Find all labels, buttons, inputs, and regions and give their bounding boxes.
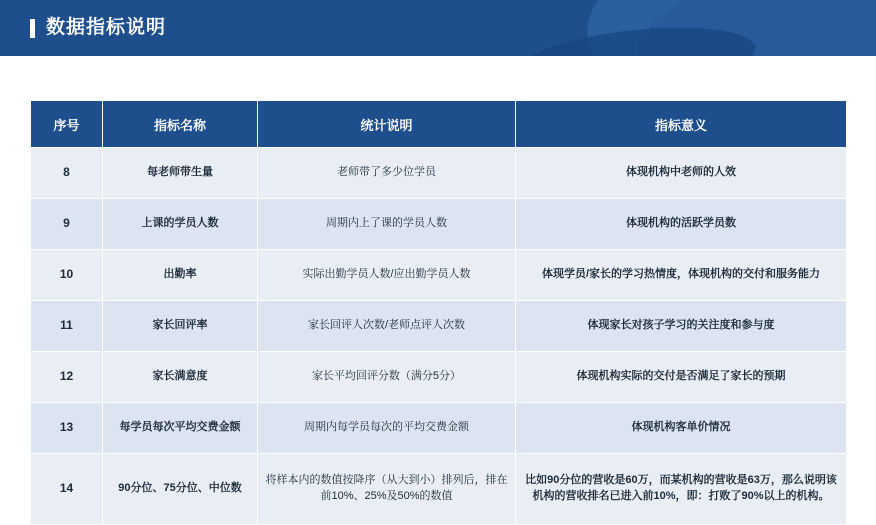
cell-meaning: 体现机构实际的交付是否满足了家长的预期 xyxy=(516,352,847,403)
cell-no: 13 xyxy=(31,403,103,454)
cell-name: 家长满意度 xyxy=(103,352,258,403)
cell-no: 9 xyxy=(31,199,103,250)
cell-no: 10 xyxy=(31,250,103,301)
cell-meaning: 比如90分位的营收是60万，而某机构的营收是63万，那么说明该机构的营收排名已进入前10%，即：打败了90%以上的机构。 xyxy=(516,454,847,525)
table-row xyxy=(31,403,847,454)
table-row xyxy=(31,148,847,199)
page-header xyxy=(0,0,876,56)
cell-desc: 老师带了多少位学员 xyxy=(258,148,516,199)
cell-desc: 周期内每学员每次的平均交费金额 xyxy=(258,403,516,454)
cell-desc: 周期内上了课的学员人数 xyxy=(258,199,516,250)
table-row xyxy=(31,454,847,525)
header-accent-bar xyxy=(30,19,35,38)
cell-no: 11 xyxy=(31,301,103,352)
table-header-row xyxy=(31,101,847,148)
cell-desc: 家长平均回评分数（满分5分） xyxy=(258,352,516,403)
cell-name: 上课的学员人数 xyxy=(103,199,258,250)
column-header-name: 指标名称 xyxy=(103,101,258,148)
page-title: 数据指标说明 xyxy=(46,17,167,38)
cell-no: 14 xyxy=(31,454,103,525)
cell-name: 家长回评率 xyxy=(103,301,258,352)
cell-meaning: 体现机构的活跃学员数 xyxy=(516,199,847,250)
cell-meaning: 体现机构客单价情况 xyxy=(516,403,847,454)
table-row xyxy=(31,250,847,301)
table-row xyxy=(31,199,847,250)
table-row xyxy=(31,352,847,403)
metrics-table-container xyxy=(30,100,846,525)
table-row xyxy=(31,301,847,352)
column-header-desc: 统计说明 xyxy=(258,101,516,148)
cell-meaning: 体现家长对孩子学习的关注度和参与度 xyxy=(516,301,847,352)
cell-name: 每老师带生量 xyxy=(103,148,258,199)
cell-meaning: 体现机构中老师的人效 xyxy=(516,148,847,199)
cell-no: 8 xyxy=(31,148,103,199)
cell-no: 12 xyxy=(31,352,103,403)
cell-name: 90分位、75分位、中位数 xyxy=(103,454,258,525)
cell-desc: 家长回评人次数/老师点评人次数 xyxy=(258,301,516,352)
column-header-meaning: 指标意义 xyxy=(516,101,847,148)
cell-desc: 实际出勤学员人数/应出勤学员人数 xyxy=(258,250,516,301)
column-header-no: 序号 xyxy=(31,101,103,148)
metrics-table xyxy=(30,100,847,525)
cell-desc: 将样本内的数值按降序（从大到小）排列后，排在前10%、25%及50%的数值 xyxy=(258,454,516,525)
cell-name: 出勤率 xyxy=(103,250,258,301)
cell-meaning: 体现学员/家长的学习热情度，体现机构的交付和服务能力 xyxy=(516,250,847,301)
cell-name: 每学员每次平均交费金额 xyxy=(103,403,258,454)
